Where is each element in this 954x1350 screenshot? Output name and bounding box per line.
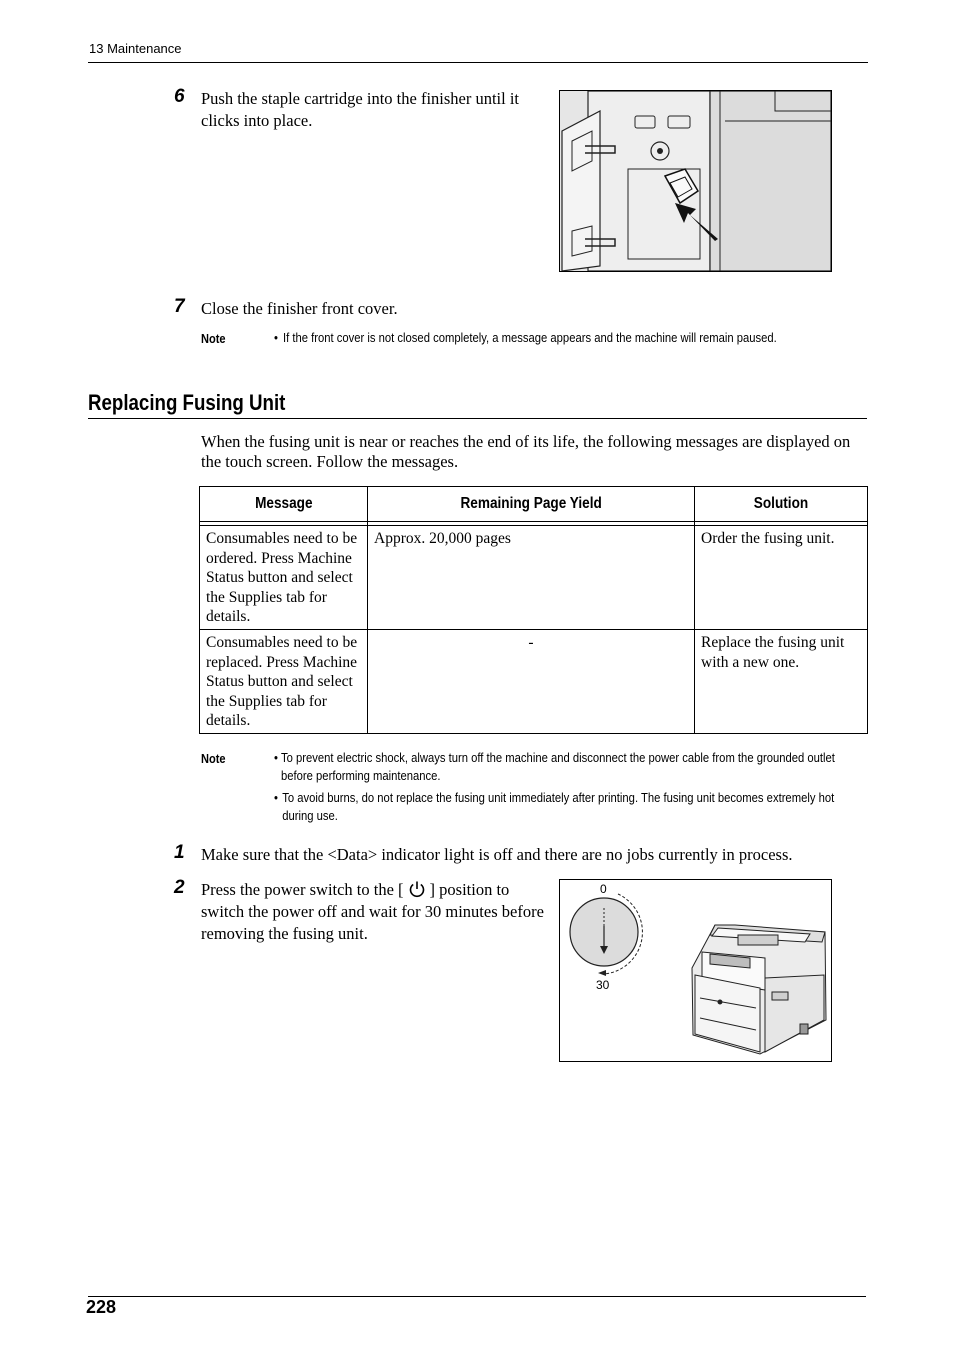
section-title: Replacing Fusing Unit: [88, 390, 286, 415]
step-number: 7: [174, 296, 185, 317]
footer-rule: [88, 1296, 866, 1297]
note-item-text: If the front cover is not closed completely, a message appears and the machine will remain paused.: [283, 331, 777, 345]
page-number: 228: [86, 1297, 117, 1317]
table-row: [200, 526, 868, 630]
running-header: 13 Maintenance: [89, 41, 182, 56]
dial-bottom-label: 30: [596, 978, 610, 992]
table-cell: Replace the fusing unit with a new one.: [695, 630, 868, 734]
note-item: • To prevent electric shock, always turn off the machine and disconnect the power cable from the grounded outlet before performing maintenance. • To avoid burns, do not replace the fusing unit immediately after printing. The fusing unit becomes extremely hot during use.: [274, 749, 841, 825]
table-cell: Consumables need to be ordered. Press Machine Status button and select the Supplies tab for details.: [200, 526, 368, 630]
table-header-cell: Remaining Page Yield: [368, 487, 695, 522]
table-header-row: [200, 487, 868, 522]
timer-dial-illustration: [560, 880, 831, 1061]
dial-top-label: 0: [600, 882, 607, 896]
section-rule: [88, 418, 867, 419]
step-number: 6: [174, 86, 185, 107]
step-text: Make sure that the <Data> indicator light is off and there are no jobs currently in process.: [201, 845, 793, 864]
header-rule: [88, 62, 868, 63]
note-item: • If the front cover is not closed completely, a message appears and the machine will remain paused.: [274, 331, 777, 345]
note-label: Note: [201, 331, 226, 346]
note-label: Note: [201, 751, 226, 766]
step-text: Push the staple cartridge into the finisher until it clicks into place.: [201, 89, 520, 130]
step-number: 2: [174, 877, 185, 898]
messages-table: [199, 486, 868, 734]
printer-illustration: [692, 925, 826, 1054]
note-item-text: To avoid burns, do not replace the fusing unit immediately after printing. The fusing unit becomes extremely hot during use.: [282, 791, 835, 823]
table-header-cell: Message: [200, 487, 368, 522]
table-cell: Approx. 20,000 pages: [368, 526, 695, 630]
step-text: Press the power switch to the [ ] position to switch the power off and wait for 30 minutes before removing the fusing unit.: [201, 880, 544, 943]
finisher-illustration: [559, 90, 832, 272]
table-header-cell: Solution: [695, 487, 868, 522]
power-off-illustration: [559, 879, 832, 1062]
table-cell: Order the fusing unit.: [695, 526, 868, 630]
table-cell: -: [368, 630, 695, 734]
table-cell: Consumables need to be replaced. Press Machine Status button and select the Supplies tab for details.: [200, 630, 368, 734]
note-item-text: To prevent electric shock, always turn off the machine and disconnect the power cable from the grounded outlet before performing maintenance.: [281, 751, 835, 783]
table-row: [200, 630, 868, 734]
step-number: 1: [174, 842, 185, 863]
power-icon: [404, 880, 430, 898]
section-intro: When the fusing unit is near or reaches the end of its life, the following messages are displayed on the touch screen. Follow the messages.: [201, 432, 851, 471]
step-text: Close the finisher front cover.: [201, 299, 398, 318]
